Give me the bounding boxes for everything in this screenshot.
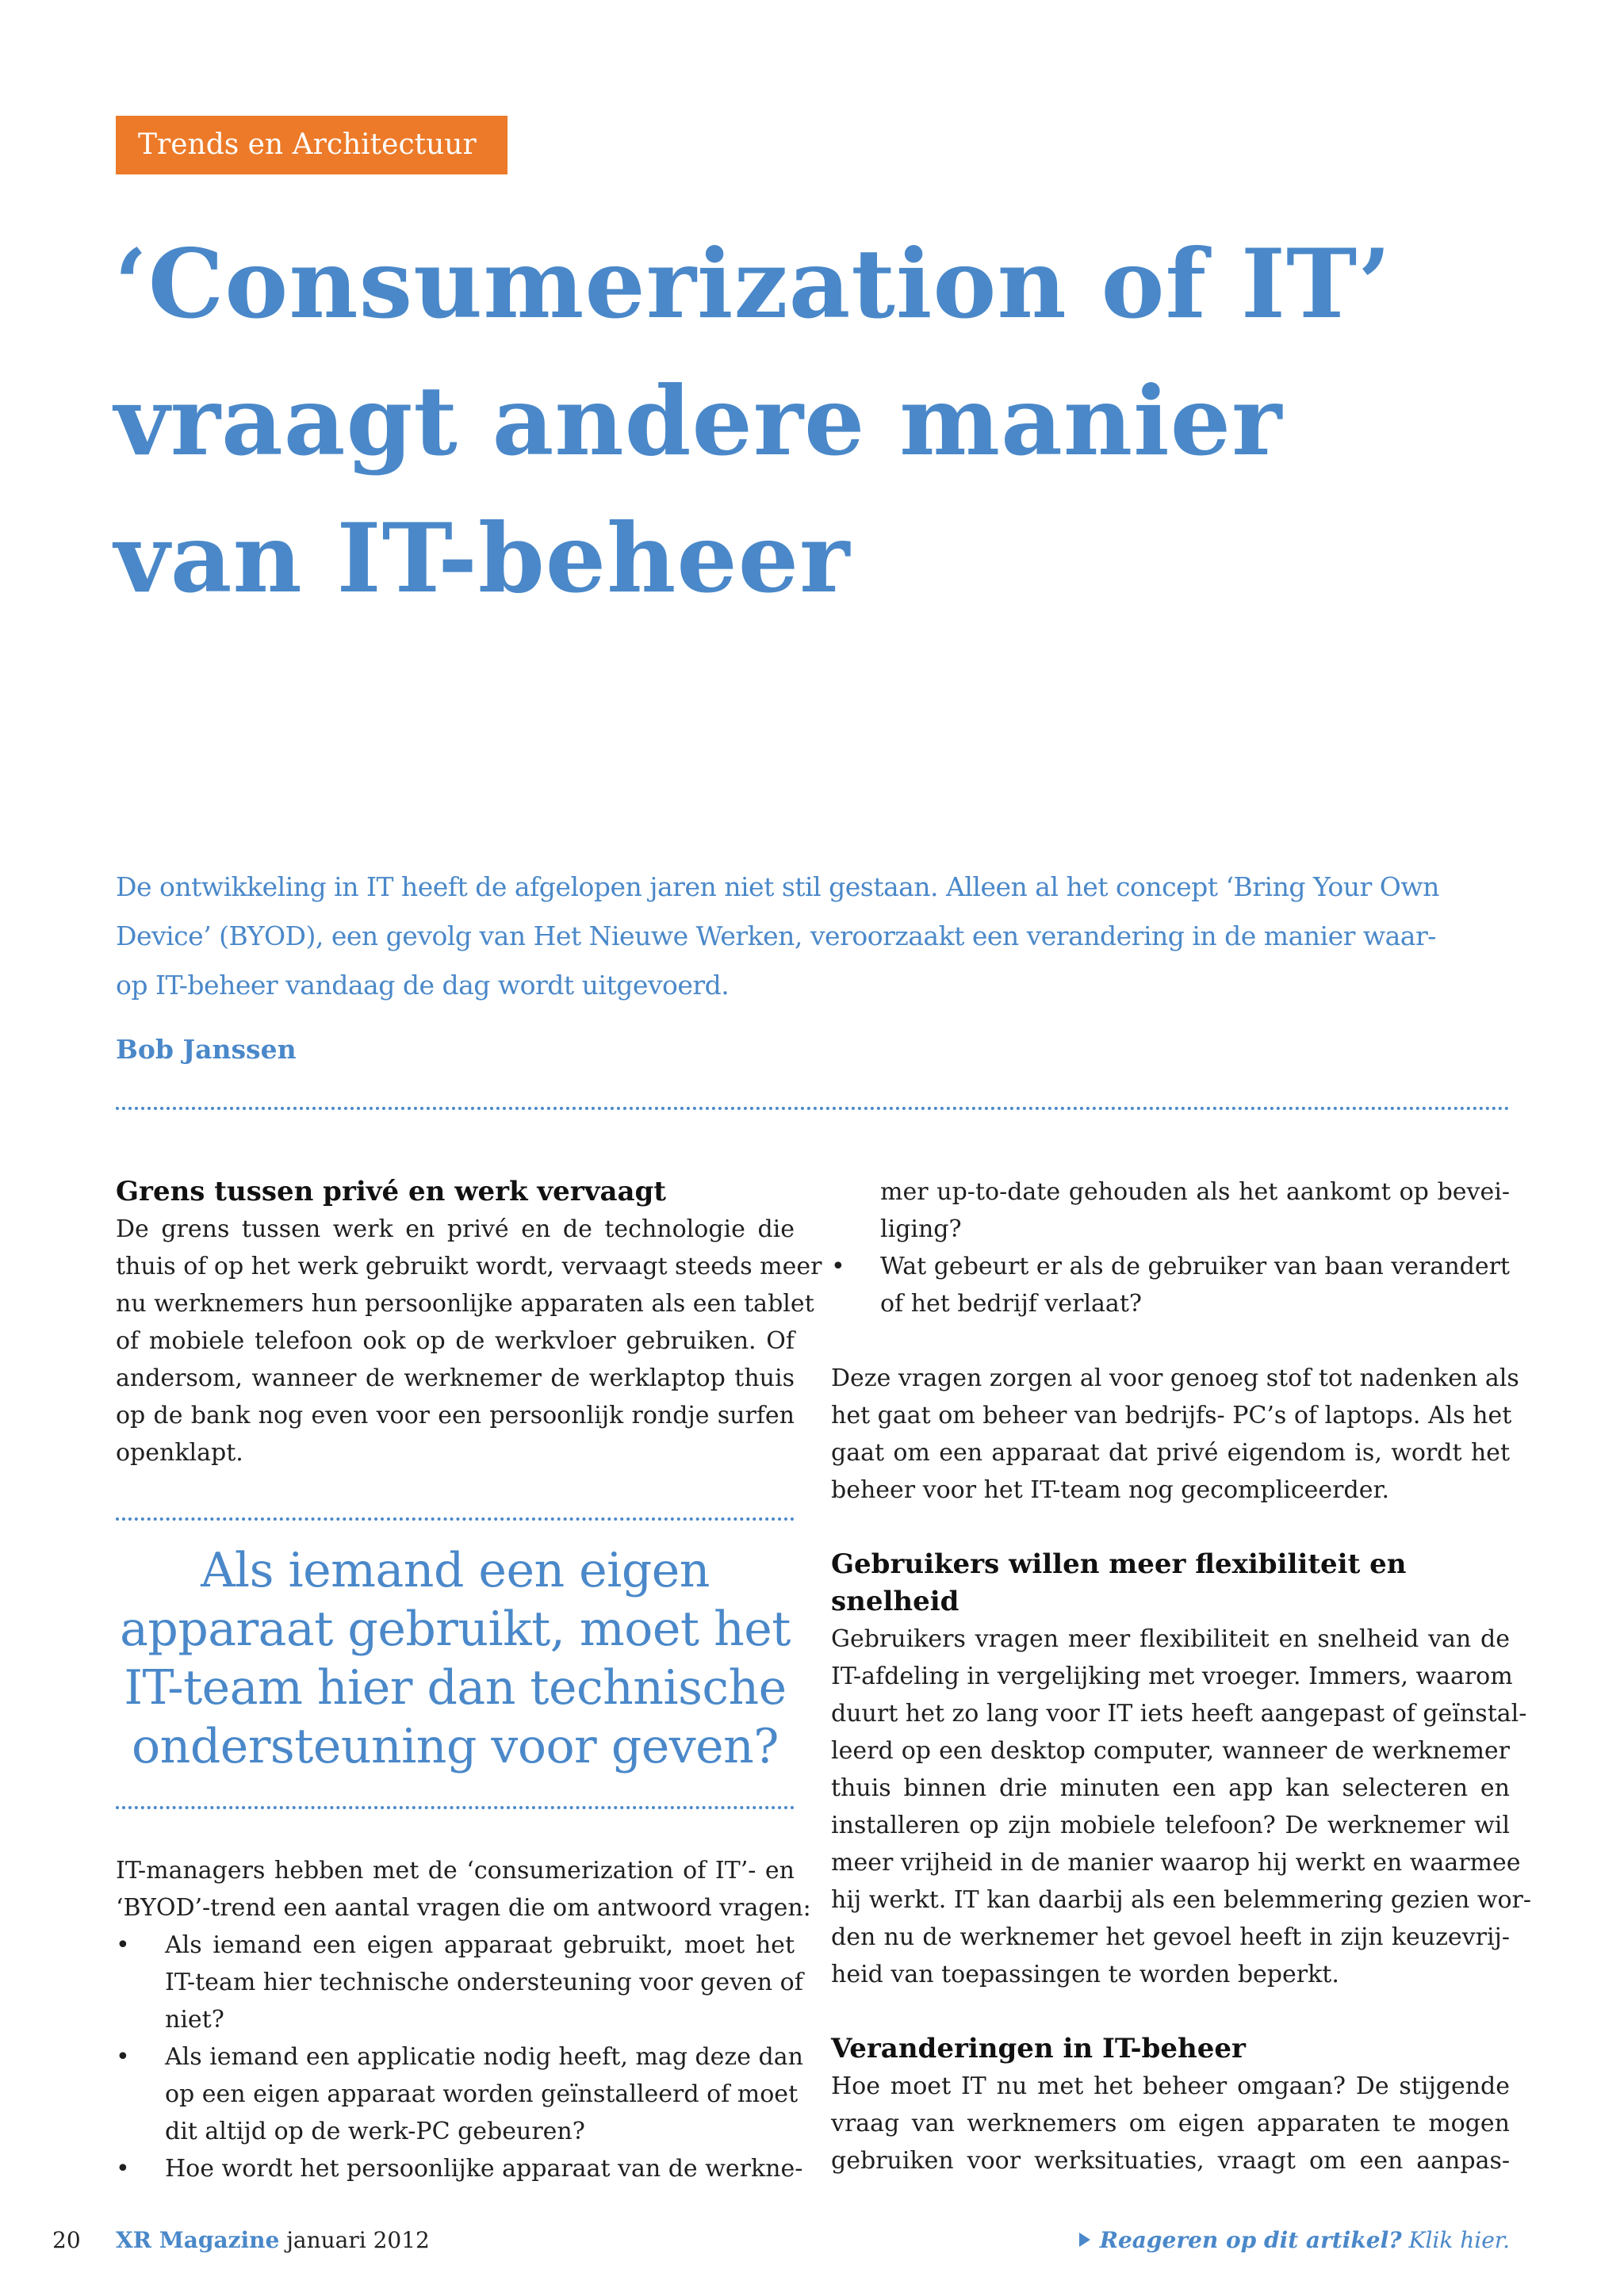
pullquote-line: Als iemand een eigen — [201, 1543, 710, 1598]
text-line: hij werkt. IT kan daarbij als een belemmering gezien wor- — [831, 1886, 1532, 1914]
pullquote-divider-top — [116, 1517, 795, 1521]
section-heading: Veranderingen in IT-beheer — [831, 2033, 1246, 2064]
intro-line: Device’ (BYOD), een gevolg van Het Nieuwe Werken, veroorzaakt een verandering in de manier waar- — [116, 920, 1436, 951]
list-item — [116, 2038, 803, 2150]
body-paragraph — [831, 2068, 1510, 2179]
text-line: den nu de werknemer het gevoel heeft in zijn keuzevrij- — [831, 1923, 1510, 1951]
author-byline: Bob Janssen — [116, 1034, 297, 1065]
heading-line: snelheid — [831, 1586, 959, 1617]
headline-line: vraagt andere manier — [114, 365, 1283, 477]
body-paragraph — [116, 1852, 811, 1927]
text-line: gaat om een apparaat dat privé eigendom is, wordt het — [831, 1439, 1510, 1467]
headline-line: van IT-beheer — [114, 503, 851, 614]
text-line: IT-team hier technische ondersteuning voor geven of — [165, 1969, 803, 1996]
text-line: meer vrijheid in de manier waarop hij werkt en waarmee — [831, 1849, 1521, 1877]
question-list-continued — [831, 1173, 1510, 1322]
text-line: dit altijd op de werk-PC gebeuren? — [165, 2118, 585, 2145]
body-paragraph — [116, 1211, 822, 1471]
text-line: thuis of op het werk gebruikt wordt, vervaagt steeds meer — [116, 1253, 822, 1280]
text-line: duurt het zo lang voor IT iets heeft aangepast of geïnstal- — [831, 1700, 1527, 1728]
text-line: Hoe moet IT nu met het beheer omgaan? De stijgende — [831, 2072, 1510, 2100]
respond-link-bold: Reageren op dit artikel? — [1099, 2227, 1402, 2253]
text-line: heid van toepassingen te worden beperkt. — [831, 1961, 1339, 1988]
magazine-footer — [116, 2225, 430, 2256]
respond-link[interactable] — [1079, 2225, 1510, 2256]
text-line: thuis binnen drie minuten een app kan selecteren en — [831, 1774, 1510, 1802]
text-line: IT-afdeling in vergelijking met vroeger. Immers, waarom — [831, 1663, 1513, 1690]
left-column — [116, 1173, 822, 1471]
text-line: Als iemand een eigen apparaat gebruikt, moet het — [165, 1931, 795, 1959]
text-line: Hoe wordt het persoonlijke apparaat van de werkne- — [165, 2155, 803, 2183]
text-line: Deze vragen zorgen al voor genoeg stof tot nadenken als — [831, 1364, 1519, 1392]
text-line: op een eigen apparaat worden geïnstalleerd of moet — [165, 2080, 799, 2108]
text-line: De grens tussen werk en privé en de technologie die — [116, 1215, 795, 1243]
pullquote-line: IT-team hier dan technische — [124, 1660, 787, 1716]
right-column — [831, 1173, 1532, 2179]
left-column-lower — [116, 1852, 811, 2187]
text-line: Als iemand een applicatie nodig heeft, mag deze dan — [165, 2043, 803, 2071]
list-item — [116, 2150, 803, 2187]
list-item — [831, 1248, 1510, 1322]
text-line: andersom, wanneer de werknemer de werklaptop thuis — [116, 1364, 795, 1392]
text-line: Wat gebeurt er als de gebruiker van baan verandert — [880, 1253, 1510, 1280]
list-item-continued — [831, 1173, 1510, 1248]
list-item — [116, 1927, 803, 2038]
article-headline — [114, 216, 1542, 627]
bullet-icon: • — [116, 2155, 130, 2183]
text-line: liging? — [880, 1215, 962, 1243]
play-arrow-icon — [1079, 2233, 1090, 2247]
text-line: vraag van werknemers om eigen apparaten te mogen — [831, 2110, 1510, 2137]
text-line: IT-managers hebben met de ‘consumerization of IT’- en — [116, 1857, 795, 1885]
heading-line: Gebruikers willen meer flexibiliteit en — [831, 1548, 1407, 1580]
body-paragraph — [831, 1621, 1532, 1993]
respond-link-rest: Klik hier. — [1408, 2227, 1510, 2253]
pullquote-line: ondersteuning voor geven? — [132, 1719, 779, 1774]
section-heading — [831, 1546, 1510, 1621]
bullet-icon: • — [831, 1253, 845, 1280]
text-line: gebruiken voor werksituaties, vraagt om een aanpas- — [831, 2147, 1510, 2175]
body-paragraph — [831, 1360, 1519, 1509]
article-intro — [116, 863, 1511, 1010]
text-line: mer up-to-date gehouden als het aankomt op bevei- — [880, 1178, 1510, 1206]
bullet-icon: • — [116, 2043, 130, 2071]
pullquote — [116, 1541, 795, 1776]
question-list — [116, 1927, 803, 2187]
section-heading: Grens tussen privé en werk vervaagt — [116, 1176, 666, 1207]
section-kicker: Trends en Architectuur — [116, 116, 508, 174]
text-line: of het bedrijf verlaat? — [880, 1290, 1142, 1318]
text-line: of mobiele telefoon ook op de werkvloer gebruiken. Of — [116, 1327, 795, 1355]
text-line: installeren op zijn mobiele telefoon? De werknemer wil — [831, 1812, 1510, 1839]
issue-date: januari 2012 — [286, 2227, 430, 2253]
pullquote-line: apparaat gebruikt, moet het — [120, 1601, 791, 1657]
text-line: leerd op een desktop computer, wanneer de werknemer — [831, 1737, 1510, 1765]
pullquote-divider-bottom — [116, 1806, 795, 1809]
text-line: op de bank nog even voor een persoonlijk rondje surfen — [116, 1402, 795, 1429]
text-line: openklapt. — [116, 1439, 243, 1467]
bullet-icon: • — [116, 1931, 130, 1959]
magazine-name: XR Magazine — [116, 2227, 280, 2253]
page-number: 20 — [52, 2227, 81, 2253]
text-line: het gaat om beheer van bedrijfs- PC’s of laptops. Als het — [831, 1402, 1512, 1429]
text-line: niet? — [165, 2006, 224, 2034]
text-line: beheer voor het IT-team nog gecompliceerder. — [831, 1476, 1390, 1504]
intro-line: op IT-beheer vandaag de dag wordt uitgevoerd. — [116, 970, 730, 1001]
headline-line: ‘Consumerization of IT’ — [114, 228, 1392, 340]
intro-line: De ontwikkeling in IT heeft de afgelopen jaren niet stil gestaan. Alleen al het concept ‘Bring Your Own — [116, 871, 1439, 902]
text-line: nu werknemers hun persoonlijke apparaten als een tablet — [116, 1290, 814, 1318]
text-line: ‘BYOD’-trend een aantal vragen die om antwoord vragen: — [116, 1894, 811, 1922]
dotted-divider — [116, 1107, 1510, 1110]
text-line: Gebruikers vragen meer flexibiliteit en snelheid van de — [831, 1625, 1510, 1653]
